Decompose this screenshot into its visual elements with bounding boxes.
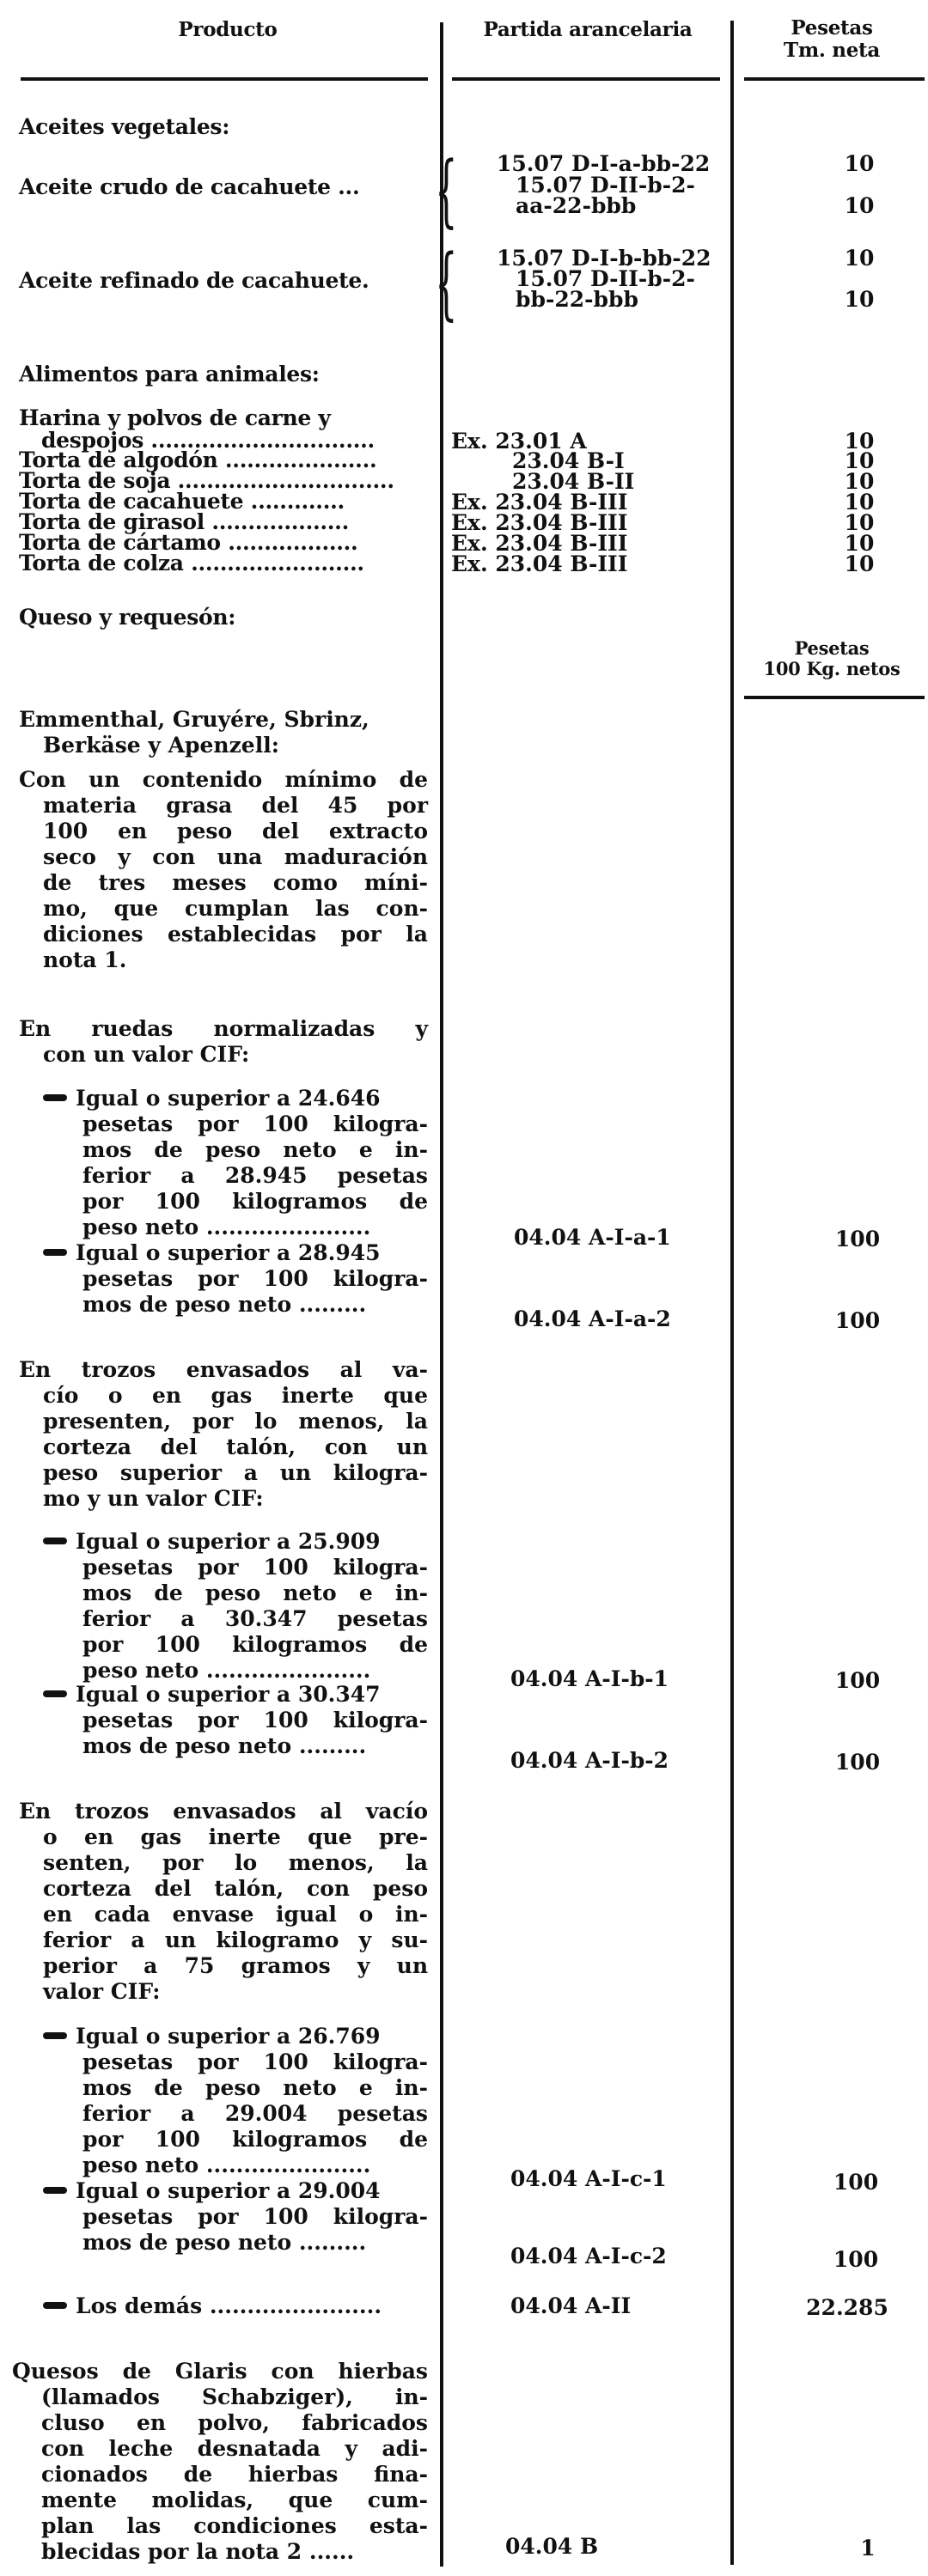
product-aceite-crudo: Aceite crudo de cacahuete ... [19,174,360,199]
header-pesetas-line2: Tm. neta [784,39,880,62]
code-refinado-3: bb-22-bbb [516,287,638,312]
value-glaris: 1 [860,2536,876,2561]
dash-bullet-icon [43,2302,67,2309]
header-pesetas-line1: Pesetas [791,16,873,40]
section-title-aceites: Aceites vegetales: [19,114,230,139]
header-rule-pesetas [744,77,925,81]
product-torta-girasol: Torta de girasol ................... [19,509,349,534]
code-refinado-2: 15.07 D-II-b-2- [516,266,695,291]
product-harina: despojos ............................... [41,428,375,453]
code-los-demas: 04.04 A-II [510,2293,632,2318]
value-harina: 10 [844,429,875,454]
value-torta-girasol: 10 [844,510,875,535]
value-ruedas-1: 100 [834,1227,881,1251]
ruedas-item-1: Igual o superior a 24.646 pesetas por 100 kilogra- mos de peso neto e in- ferior a 28.945 pesetas por 100 kilogramos de peso neto ...................... [19,1086,428,1240]
product-torta-cacahuete: Torta de cacahuete ............. [19,489,345,514]
dash-bullet-icon [43,1538,67,1544]
value-trozos-grandes-2: 100 [834,1750,881,1775]
trozos-grandes-title: En trozos envasados al va- cío o en gas inerte que presenten, por lo menos, la corteza del talón, con un peso superior a un kilogra- mo y un valor CIF: [19,1357,428,1511]
product-torta-colza: Torta de colza ........................ [19,551,364,575]
value-trozos-pequenos-1: 100 [833,2170,879,2195]
value-torta-cartamo: 10 [844,531,875,556]
ruedas-item-2: Igual o superior a 28.945 pesetas por 100 kilogra- mos de peso neto ......... [19,1240,428,1318]
code-torta-cacahuete: Ex. 23.04 B-III [451,490,628,515]
header-partida: Partida arancelaria [483,18,693,41]
column-divider-1 [440,22,443,2567]
code-torta-soja: 23.04 B-II [512,469,635,494]
code-torta-colza: Ex. 23.04 B-III [451,551,628,576]
los-demas: Los demás ....................... [19,2293,428,2319]
trozos-pequenos-title: En trozos envasados al vacío o en gas inerte que pre- senten, por lo menos, la corteza del talón, con peso en cada envase igual o in- ferior a un kilogramo y su- perior a 75 gramos y un valor CIF: [19,1799,428,2004]
ruedas-title: En ruedas normalizadas y con un valor CIF: [19,1016,428,1067]
value-crudo-2: 10 [844,193,875,218]
code-crudo-1: 15.07 D-I-a-bb-22 [497,151,711,176]
code-glaris: 04.04 B [505,2534,599,2559]
product-aceite-refinado: Aceite refinado de cacahuete. [19,268,369,293]
code-trozos-pequenos-1: 04.04 A-I-c-1 [510,2166,667,2191]
product-harina-line1: Harina y polvos de carne y [19,405,331,430]
value-torta-colza: 10 [844,551,875,576]
value-torta-algodon: 10 [844,448,875,473]
unit-header-line2: 100 Kg. netos [763,658,901,679]
value-trozos-grandes-1: 100 [834,1668,881,1693]
condition-text: Con un contenido mínimo de materia grasa del 45 por 100 en peso del extracto seco y con una maduración de tres meses como míni- mo, que cumplan las con- diciones establecidas por la nota 1. [19,767,428,972]
dash-bullet-icon [43,2032,67,2039]
trozos-grandes-item-2: Igual o superior a 30.347 pesetas por 100 kilogra- mos de peso neto ......... [19,1682,428,1759]
value-torta-soja: 10 [844,469,875,494]
header-product: Producto [178,18,278,41]
unit-header-rule [744,696,925,699]
header-rule-partida [452,77,720,81]
dash-bullet-icon [43,2187,67,2194]
header-rule-product [21,77,428,81]
dash-bullet-icon [43,1690,67,1697]
code-trozos-grandes-1: 04.04 A-I-b-1 [510,1666,669,1691]
value-refinado-1: 10 [844,246,875,271]
trozos-grandes-item-1: Igual o superior a 25.909 pesetas por 100 kilogra- mos de peso neto e in- ferior a 30.347 pesetas por 100 kilogramos de peso neto ...................... [19,1529,428,1684]
trozos-pequenos-item-1: Igual o superior a 26.769 pesetas por 100 kilogra- mos de peso neto e in- ferior a 29.004 pesetas por 100 kilogramos de peso neto ...................... [19,2024,428,2178]
unit-header-line1: Pesetas [794,637,870,659]
code-trozos-pequenos-2: 04.04 A-I-c-2 [510,2244,667,2268]
group-title-emmenthal: Emmenthal, Gruyére, Sbrinz, Berkäse y Apenzell: [19,707,369,758]
dash-bullet-icon [43,1249,67,1256]
column-divider-2 [730,21,734,2565]
code-ruedas-1: 04.04 A-I-a-1 [514,1225,671,1250]
value-refinado-2: 10 [844,287,875,312]
product-torta-soja: Torta de soja .............................. [19,468,394,493]
value-ruedas-2: 100 [834,1308,881,1333]
code-ruedas-2: 04.04 A-I-a-2 [514,1306,671,1331]
code-crudo-3: aa-22-bbb [516,193,637,218]
section-title-alimentos: Alimentos para animales: [19,362,320,387]
brace-icon: { [435,237,458,329]
code-crudo-2: 15.07 D-II-b-2- [516,173,695,198]
trozos-pequenos-item-2: Igual o superior a 29.004 pesetas por 100 kilogra- mos de peso neto ......... [19,2178,428,2256]
code-torta-cartamo: Ex. 23.04 B-III [451,531,628,556]
brace-icon: { [435,144,458,236]
section-title-queso: Queso y requesón: [19,605,236,630]
glaris-text: Quesos de Glaris con hierbas (llamados Schabziger), in- cluso en polvo, fabricados con leche desnatada y adi- cionados de hierbas fina- mente molidas, que cum- plan las condiciones esta- blecidas por la nota 2 ...... [12,2359,428,2564]
code-refinado-1: 15.07 D-I-b-bb-22 [497,246,711,271]
code-trozos-grandes-2: 04.04 A-I-b-2 [510,1748,669,1773]
code-torta-algodon: 23.04 B-I [512,448,625,473]
dash-bullet-icon [43,1094,67,1101]
code-torta-girasol: Ex. 23.04 B-III [451,510,628,535]
product-torta-cartamo: Torta de cártamo .................. [19,530,358,555]
value-los-demas: 22.285 [806,2295,888,2320]
code-harina: Ex. 23.01 A [451,429,587,454]
value-torta-cacahuete: 10 [844,490,875,515]
product-torta-algodon: Torta de algodón ..................... [19,448,377,472]
value-crudo-1: 10 [844,151,875,176]
value-trozos-pequenos-2: 100 [833,2247,879,2272]
